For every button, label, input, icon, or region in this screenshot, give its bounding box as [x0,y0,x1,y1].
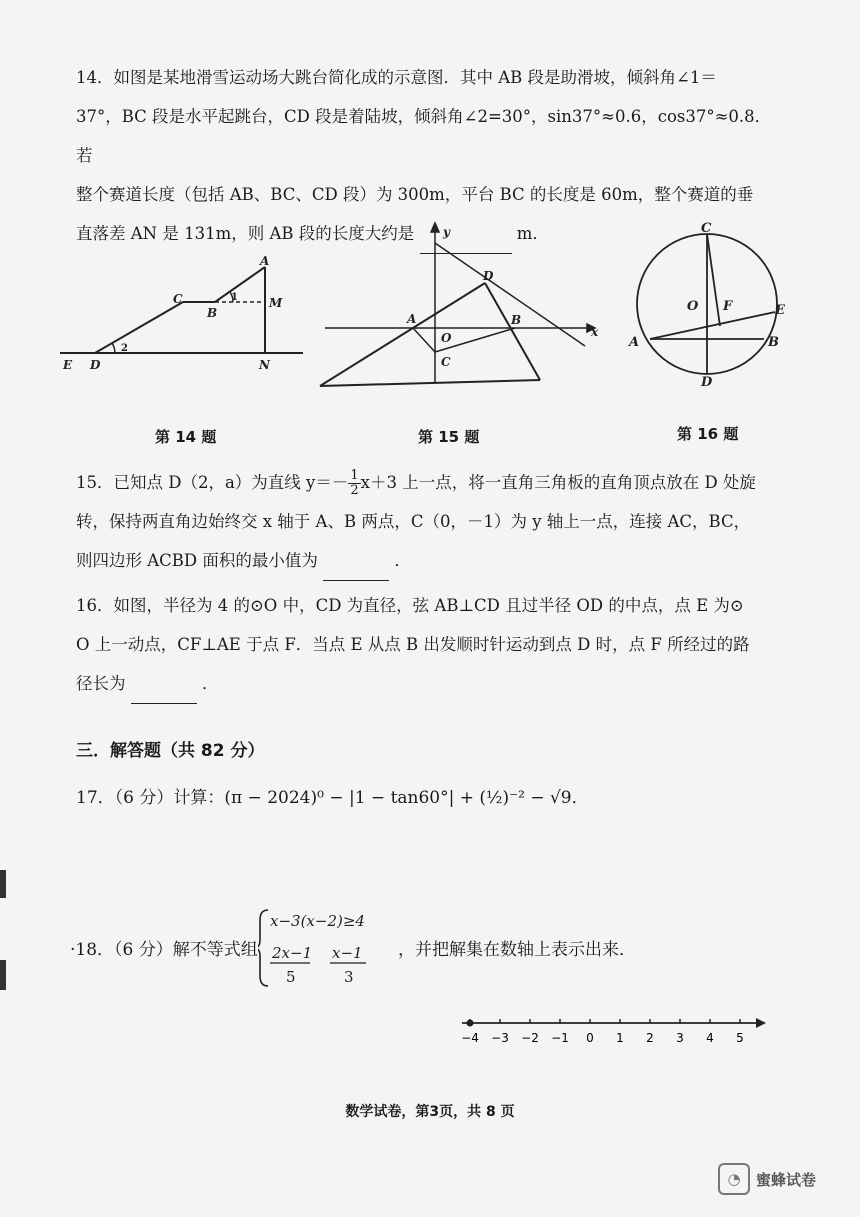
q14-line4: 直落差 AN 是 131m，则 AB 段的长度大约是 m． [76,214,786,254]
left-brace [258,910,268,986]
label-c: C [701,221,712,236]
q15-line1: 15．已知点 D（2，a）为直线 y＝－ $\frac{1}{2}$ x＋3 上一点，将一直角三角板的直角顶点放在 D 处旋 [76,468,756,498]
label-x: x [591,325,599,339]
scan-edge-mark [0,960,6,990]
label-c: C [441,355,451,369]
caption-figure-15: 第 15 题 [418,428,480,446]
triangle-leg-2 [485,283,540,380]
slope-ba [215,267,265,302]
inequality-system [258,906,418,990]
answer-blank-15[interactable] [323,541,389,581]
watermark-logo-icon: ◔ [718,1163,750,1195]
triangle-leg-1 [320,283,485,386]
segment-ac [413,328,435,352]
line-y-equals [435,243,585,346]
angle-2-arc [112,343,115,353]
label-d: D [483,269,494,283]
label-b: B [207,306,218,320]
question-18: ·18．（6 分）解不等式组 [70,940,258,960]
label-e: E [775,303,785,318]
number-line-tick-label: 5 [736,1031,744,1045]
number-line[interactable] [452,1010,772,1050]
q16-line3: 径长为 ． [76,664,786,704]
watermark-text: 蜜蜂试卷 [756,1170,817,1189]
q14-line2: 37°，BC 段是水平起跳台，CD 段是着陆坡，倾斜角∠2=30°，sin37°≈0.6，cos37°≈0.8．若 [76,107,772,165]
number-line-tick-label: −1 [551,1031,569,1045]
figure-15-coordinate-diagram [315,218,605,393]
q16-line2: O 上一动点，CF⊥AE 于点 F．当点 E 从点 B 出发顺时针运动到点 D 时，点 F 所经过的路 [76,635,750,654]
scan-edge-mark [0,870,6,898]
label-n: N [259,358,270,372]
label-f: F [723,299,733,314]
triangle-hypotenuse [320,380,540,386]
number-line-arrow [756,1018,766,1028]
figure-14-ski-jump-diagram [55,245,315,375]
q18-suffix: ，并把解集在数轴上表示出来． [398,940,636,960]
figure-16-circle-diagram [625,218,795,388]
watermark [718,1163,816,1195]
inequality-1: x−3(x−2)≥4 [270,912,365,930]
question-17: 17．（6 分）计算：(π − 2024)⁰ − |1 − tan60°| + (½)⁻² − √9． [76,788,589,808]
label-b: B [511,313,522,327]
number-line-tick-label: 4 [706,1031,714,1045]
caption-figure-14: 第 14 题 [155,428,217,446]
fraction-one-half: $\frac{1}{2}$ [350,468,359,498]
number-line-tick-label: −2 [521,1031,539,1045]
label-d: D [701,375,713,388]
q14-line1: 14．如图是某地滑雪运动场大跳台简化成的示意图．其中 AB 段是助滑坡，倾斜角∠1＝ [76,68,717,87]
label-angle-1: 1 [231,292,238,303]
caption-figure-16: 第 16 题 [677,425,739,443]
answer-blank-16[interactable] [131,664,197,704]
q16-line1: 16．如图，半径为 4 的⊙O 中，CD 为直径，弦 AB⊥CD 且过半径 OD 的中点，点 E 为⊙ [76,596,744,615]
label-m: M [269,296,283,310]
label-a: A [260,254,270,268]
ineq2-denominator-right: 3 [344,968,354,986]
label-c: C [173,292,183,306]
label-a: A [629,335,640,350]
q14-line3: 整个赛道长度（包括 AB、BC、CD 段）为 300m，平台 BC 的长度是 60m，整个赛道的垂 [76,185,754,204]
label-d: D [90,358,101,372]
label-a: A [407,312,417,326]
label-angle-2: 2 [121,343,128,354]
segment-cf [707,234,720,326]
ineq2-denominator-left: 5 [286,968,296,986]
ineq2-numerator-right: x−1 [332,944,363,962]
number-line-tick-label: −3 [491,1031,509,1045]
number-line-tick-label: 2 [646,1031,654,1045]
label-o: O [441,331,452,345]
label-e: E [63,358,73,372]
segment-ae [650,312,775,339]
number-line-tick-label: 3 [676,1031,684,1045]
label-y: y [443,225,450,239]
number-line-tick-label: 0 [586,1031,594,1045]
question-15 [76,463,786,581]
page-footer: 数学试卷，第3页，共 8 页 [345,1104,515,1120]
y-axis-arrow [431,223,439,232]
q15-line2: 转，保持两直角边始终交 x 轴于 A、B 两点，C（0，－1）为 y 轴上一点，连接 AC，BC， [76,512,751,531]
number-line-tick-label: −4 [461,1031,479,1045]
slope-cd [95,302,183,353]
section-heading: 三．解答题（共 82 分） [76,741,265,761]
number-line-tick-label: 1 [616,1031,624,1045]
question-16 [76,586,786,704]
label-b: B [768,335,779,350]
label-o: O [687,299,699,314]
ineq2-numerator-left: 2x−1 [272,944,313,962]
q15-line3: 则四边形 ACBD 面积的最小值为 ． [76,541,786,581]
